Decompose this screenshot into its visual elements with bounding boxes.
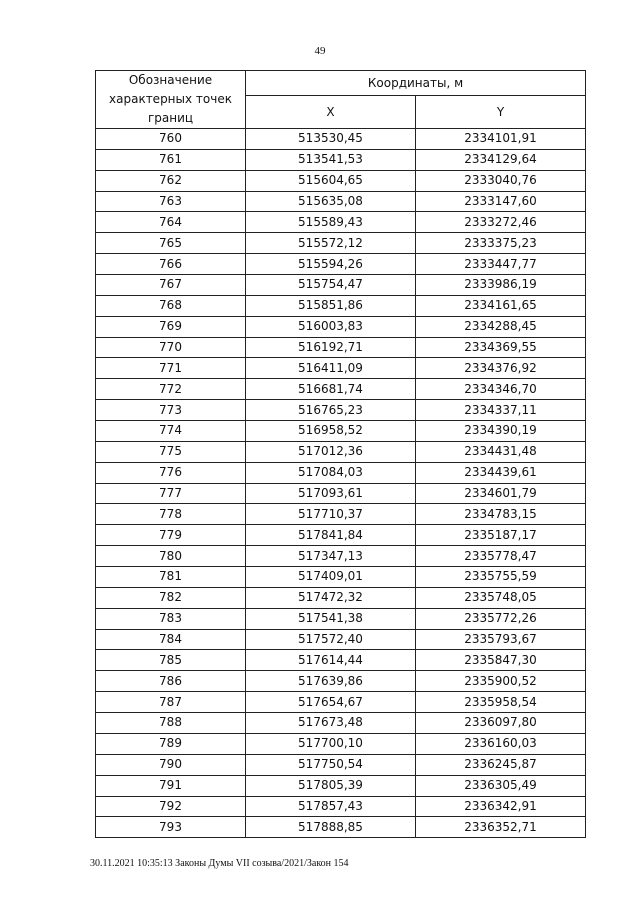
x-coordinate-cell: 517084,03 bbox=[246, 462, 416, 483]
point-id-cell: 778 bbox=[96, 504, 246, 525]
y-coordinate-cell: 2334101,91 bbox=[416, 129, 586, 150]
table-row bbox=[96, 337, 586, 358]
point-id-cell: 793 bbox=[96, 817, 246, 838]
y-coordinate-cell: 2334288,45 bbox=[416, 316, 586, 337]
x-coordinate-cell: 517572,40 bbox=[246, 629, 416, 650]
table-row bbox=[96, 233, 586, 254]
y-coordinate-cell: 2336160,03 bbox=[416, 733, 586, 754]
x-coordinate-cell: 513541,53 bbox=[246, 149, 416, 170]
point-id-cell: 769 bbox=[96, 316, 246, 337]
table-row bbox=[96, 525, 586, 546]
x-coordinate-cell: 516681,74 bbox=[246, 379, 416, 400]
table-body bbox=[96, 129, 586, 838]
y-coordinate-cell: 2336097,80 bbox=[416, 713, 586, 734]
y-coordinate-cell: 2336305,49 bbox=[416, 775, 586, 796]
y-coordinate-cell: 2334783,15 bbox=[416, 504, 586, 525]
y-coordinate-cell: 2333147,60 bbox=[416, 191, 586, 212]
coordinates-table bbox=[95, 70, 586, 838]
x-coordinate-cell: 517409,01 bbox=[246, 567, 416, 588]
x-coordinate-cell: 517012,36 bbox=[246, 441, 416, 462]
x-coordinate-cell: 517347,13 bbox=[246, 546, 416, 567]
table-row bbox=[96, 483, 586, 504]
x-coordinate-cell: 515851,86 bbox=[246, 295, 416, 316]
y-coordinate-cell: 2336352,71 bbox=[416, 817, 586, 838]
y-coordinate-cell: 2334337,11 bbox=[416, 400, 586, 421]
x-coordinate-cell: 515635,08 bbox=[246, 191, 416, 212]
y-coordinate-cell: 2336342,91 bbox=[416, 796, 586, 817]
point-id-cell: 776 bbox=[96, 462, 246, 483]
y-coordinate-cell: 2333040,76 bbox=[416, 170, 586, 191]
point-id-cell: 788 bbox=[96, 713, 246, 734]
point-id-cell: 777 bbox=[96, 483, 246, 504]
y-coordinate-cell: 2334161,65 bbox=[416, 295, 586, 316]
y-coordinate-cell: 2336245,87 bbox=[416, 754, 586, 775]
table-row bbox=[96, 671, 586, 692]
point-id-cell: 780 bbox=[96, 546, 246, 567]
table-row bbox=[96, 421, 586, 442]
table-row bbox=[96, 733, 586, 754]
point-id-cell: 781 bbox=[96, 567, 246, 588]
x-coordinate-cell: 517541,38 bbox=[246, 608, 416, 629]
point-id-cell: 785 bbox=[96, 650, 246, 671]
table-row bbox=[96, 400, 586, 421]
x-coordinate-cell: 517639,86 bbox=[246, 671, 416, 692]
y-coordinate-cell: 2335778,47 bbox=[416, 546, 586, 567]
table-row bbox=[96, 191, 586, 212]
y-coordinate-cell: 2335187,17 bbox=[416, 525, 586, 546]
point-id-cell: 787 bbox=[96, 692, 246, 713]
table-row bbox=[96, 149, 586, 170]
point-id-cell: 784 bbox=[96, 629, 246, 650]
x-coordinate-cell: 517888,85 bbox=[246, 817, 416, 838]
point-id-cell: 773 bbox=[96, 400, 246, 421]
point-id-cell: 792 bbox=[96, 796, 246, 817]
y-coordinate-cell: 2334601,79 bbox=[416, 483, 586, 504]
table-row bbox=[96, 817, 586, 838]
table-row bbox=[96, 650, 586, 671]
point-id-cell: 789 bbox=[96, 733, 246, 754]
point-id-cell: 761 bbox=[96, 149, 246, 170]
y-coordinate-cell: 2335793,67 bbox=[416, 629, 586, 650]
point-id-cell: 786 bbox=[96, 671, 246, 692]
x-coordinate-cell: 517700,10 bbox=[246, 733, 416, 754]
page-number: 49 bbox=[314, 45, 326, 57]
x-coordinate-cell: 516411,09 bbox=[246, 358, 416, 379]
table-row bbox=[96, 379, 586, 400]
table-row bbox=[96, 567, 586, 588]
point-id-cell: 770 bbox=[96, 337, 246, 358]
x-coordinate-cell: 517654,67 bbox=[246, 692, 416, 713]
y-coordinate-cell: 2333447,77 bbox=[416, 254, 586, 275]
x-coordinate-cell: 517841,84 bbox=[246, 525, 416, 546]
point-id-cell: 766 bbox=[96, 254, 246, 275]
x-coordinate-cell: 516765,23 bbox=[246, 400, 416, 421]
x-coordinate-cell: 515589,43 bbox=[246, 212, 416, 233]
point-id-cell: 760 bbox=[96, 129, 246, 150]
table-row bbox=[96, 692, 586, 713]
table-row bbox=[96, 462, 586, 483]
table-row bbox=[96, 212, 586, 233]
y-coordinate-cell: 2334431,48 bbox=[416, 441, 586, 462]
x-coordinate-cell: 517857,43 bbox=[246, 796, 416, 817]
y-coordinate-cell: 2335847,30 bbox=[416, 650, 586, 671]
table-header bbox=[96, 71, 586, 129]
x-coordinate-cell: 516003,83 bbox=[246, 316, 416, 337]
table-row bbox=[96, 295, 586, 316]
y-coordinate-cell: 2333986,19 bbox=[416, 275, 586, 296]
point-id-cell: 774 bbox=[96, 421, 246, 442]
x-coordinate-cell: 517710,37 bbox=[246, 504, 416, 525]
point-id-cell: 790 bbox=[96, 754, 246, 775]
point-id-cell: 791 bbox=[96, 775, 246, 796]
x-coordinate-cell: 517750,54 bbox=[246, 754, 416, 775]
document-footer: 30.11.2021 10:35:13 Законы Думы VII созыва/2021/Закон 154 bbox=[90, 858, 349, 869]
table-row bbox=[96, 275, 586, 296]
x-coordinate-cell: 516192,71 bbox=[246, 337, 416, 358]
y-coordinate-cell: 2333272,46 bbox=[416, 212, 586, 233]
table-row bbox=[96, 254, 586, 275]
y-coordinate-cell: 2335748,05 bbox=[416, 587, 586, 608]
point-id-cell: 762 bbox=[96, 170, 246, 191]
point-id-cell: 765 bbox=[96, 233, 246, 254]
table-row bbox=[96, 754, 586, 775]
x-coordinate-cell: 517805,39 bbox=[246, 775, 416, 796]
point-id-cell: 764 bbox=[96, 212, 246, 233]
table-row bbox=[96, 796, 586, 817]
table-row bbox=[96, 608, 586, 629]
y-coordinate-cell: 2334390,19 bbox=[416, 421, 586, 442]
y-coordinate-cell: 2333375,23 bbox=[416, 233, 586, 254]
y-coordinate-cell: 2335900,52 bbox=[416, 671, 586, 692]
point-id-cell: 768 bbox=[96, 295, 246, 316]
x-coordinate-cell: 517614,44 bbox=[246, 650, 416, 671]
table-row bbox=[96, 358, 586, 379]
y-coordinate-cell: 2334376,92 bbox=[416, 358, 586, 379]
x-coordinate-cell: 515604,65 bbox=[246, 170, 416, 191]
x-coordinate-cell: 517093,61 bbox=[246, 483, 416, 504]
table-row bbox=[96, 504, 586, 525]
table-row bbox=[96, 775, 586, 796]
point-designation-header: Обозначение характерных точек границ bbox=[96, 71, 246, 129]
point-id-cell: 772 bbox=[96, 379, 246, 400]
table-row bbox=[96, 713, 586, 734]
table-row bbox=[96, 629, 586, 650]
coordinates-group-header: Координаты, м bbox=[246, 71, 586, 96]
x-coordinate-cell: 515594,26 bbox=[246, 254, 416, 275]
point-id-cell: 775 bbox=[96, 441, 246, 462]
x-column-header: X bbox=[246, 96, 416, 129]
point-id-cell: 763 bbox=[96, 191, 246, 212]
table-row bbox=[96, 170, 586, 191]
table-row bbox=[96, 129, 586, 150]
point-id-cell: 782 bbox=[96, 587, 246, 608]
y-column-header: Y bbox=[416, 96, 586, 129]
y-coordinate-cell: 2335772,26 bbox=[416, 608, 586, 629]
y-coordinate-cell: 2334129,64 bbox=[416, 149, 586, 170]
point-id-cell: 767 bbox=[96, 275, 246, 296]
y-coordinate-cell: 2335755,59 bbox=[416, 567, 586, 588]
point-id-cell: 779 bbox=[96, 525, 246, 546]
y-coordinate-cell: 2334346,70 bbox=[416, 379, 586, 400]
x-coordinate-cell: 516958,52 bbox=[246, 421, 416, 442]
table-row bbox=[96, 441, 586, 462]
x-coordinate-cell: 517472,32 bbox=[246, 587, 416, 608]
y-coordinate-cell: 2335958,54 bbox=[416, 692, 586, 713]
table-row bbox=[96, 546, 586, 567]
x-coordinate-cell: 515754,47 bbox=[246, 275, 416, 296]
x-coordinate-cell: 515572,12 bbox=[246, 233, 416, 254]
table-row bbox=[96, 587, 586, 608]
y-coordinate-cell: 2334439,61 bbox=[416, 462, 586, 483]
y-coordinate-cell: 2334369,55 bbox=[416, 337, 586, 358]
x-coordinate-cell: 517673,48 bbox=[246, 713, 416, 734]
point-id-cell: 771 bbox=[96, 358, 246, 379]
x-coordinate-cell: 513530,45 bbox=[246, 129, 416, 150]
point-id-cell: 783 bbox=[96, 608, 246, 629]
table-row bbox=[96, 316, 586, 337]
